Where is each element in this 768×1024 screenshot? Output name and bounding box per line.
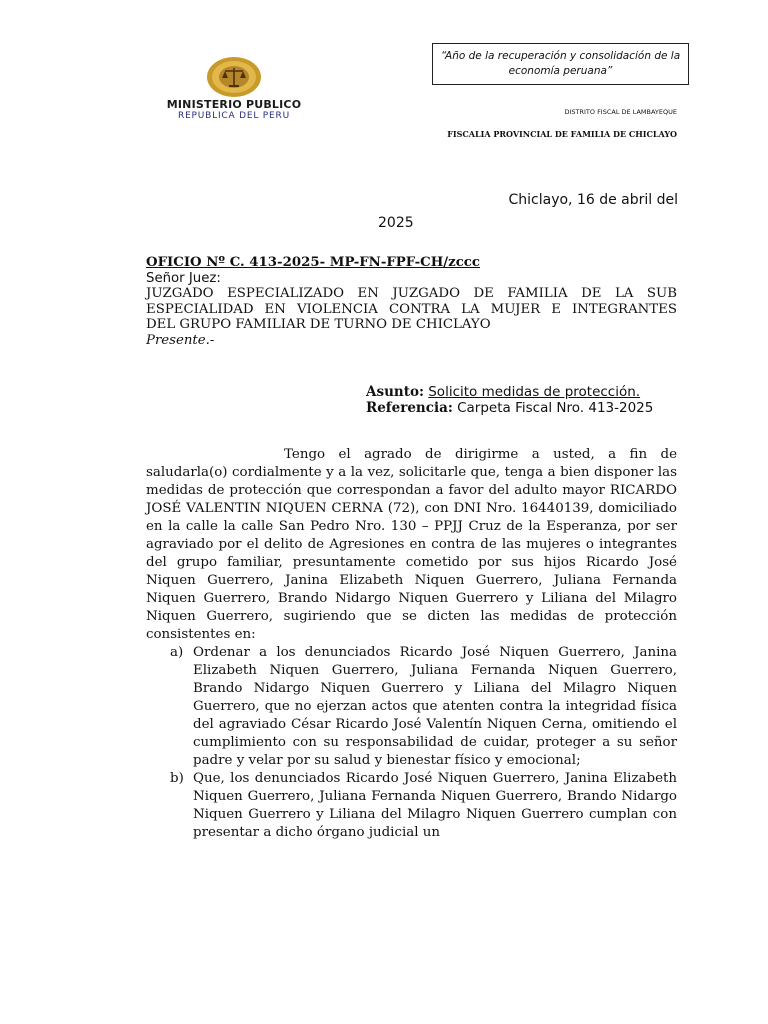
fiscalia-name: FISCALIA PROVINCIAL DE FAMILIA DE CHICLAYO xyxy=(447,129,677,139)
list-item xyxy=(146,770,677,842)
court-line-1: JUZGADO ESPECIALIZADO EN JUZGADO DE FAMILIA DE LA SUB xyxy=(146,286,677,301)
asunto-value: Solicito medidas de protección. xyxy=(428,384,641,400)
letter-body xyxy=(146,446,677,842)
measures-list xyxy=(146,644,677,842)
letter-header xyxy=(146,255,677,348)
salutation: Señor Juez: xyxy=(146,270,221,286)
logo-subtitle: REPUBLICA DEL PERU xyxy=(178,111,290,121)
oficio-number: OFICIO Nº C. 413-2025- MP-FN-FPF-CH/zccc xyxy=(146,255,480,270)
list-item-text: Que, los denunciados Ricardo José Niquen Guerrero, Janina Elizabeth Niquen Guerrero, Juliana Fernanda Niquen Guerrero, Brando Nidargo Niquen Guerrero y Liliana del Milagro Niquen Guerrero cumplan con presentar a dicho órgano judicial un xyxy=(193,771,677,840)
logo-title: MINISTERIO PUBLICO xyxy=(166,98,302,111)
seal-icon xyxy=(206,56,262,98)
asunto-label: Asunto: xyxy=(366,384,424,400)
asunto-row xyxy=(366,384,686,400)
year-motto-box: “Año de la recuperación y consolidación de la economía peruana” xyxy=(432,43,689,85)
referencia-label: Referencia: xyxy=(366,400,453,416)
presente: Presente.- xyxy=(146,332,215,348)
court-line-3: DEL GRUPO FAMILIAR DE TURNO DE CHICLAYO xyxy=(146,317,491,332)
date-line-1: Chiclayo, 16 de abril del xyxy=(508,192,678,208)
list-marker: b) xyxy=(170,771,184,786)
ministerio-publico-logo xyxy=(156,56,312,120)
body-paragraph: Tengo el agrado de dirigirme a usted, a fin de saludarla(o) cordialmente y a la vez, solicitarle que, tenga a bien disponer las medidas de protección que correspondan a favor del adulto mayor RICARDO JOSÉ VALENTIN NIQUEN CERNA (72), con DNI Nro. 16440139, domiciliado en la calle la calle San Pedro Nro. 130 – PPJJ Cruz de la Esperanza, por ser agraviado por el delito de Agresiones en contra de las mujeres o integrantes del grupo familiar, presuntamente cometido por sus hijos Ricardo José Niquen Guerrero, Janina Elizabeth Niquen Guerrero, Juliana Fernanda Niquen Guerrero, Brando Nidargo Niquen Guerrero y Liliana del Milagro Niquen Guerrero, sugiriendo que se dicten las medidas de protección consistentes en: xyxy=(146,447,677,642)
list-item-text: Ordenar a los denunciados Ricardo José Niquen Guerrero, Janina Elizabeth Niquen Guerrero, Juliana Fernanda Niquen Guerrero, Brando Nidargo Niquen Guerrero y Liliana del Milagro Niquen Guerrero, que no ejerzan actos que atenten contra la integridad física del agraviado César Ricardo José Valentín Niquen Cerna, omitiendo el cumplimiento con su responsabilidad de cuidar, proteger a su señor padre y velar por su salud y bienestar físico y emocional; xyxy=(193,645,677,768)
subject-block xyxy=(366,384,686,416)
court-line-2: ESPECIALIDAD EN VIOLENCIA CONTRA LA MUJER E INTEGRANTES xyxy=(146,301,677,317)
list-marker: a) xyxy=(170,645,184,660)
referencia-value: Carpeta Fiscal Nro. 413-2025 xyxy=(457,400,654,416)
date-line-2: 2025 xyxy=(378,215,414,231)
list-item xyxy=(146,644,677,770)
referencia-row xyxy=(366,400,686,416)
distrito-fiscal: DISTRITO FISCAL DE LAMBAYEQUE xyxy=(564,108,677,116)
